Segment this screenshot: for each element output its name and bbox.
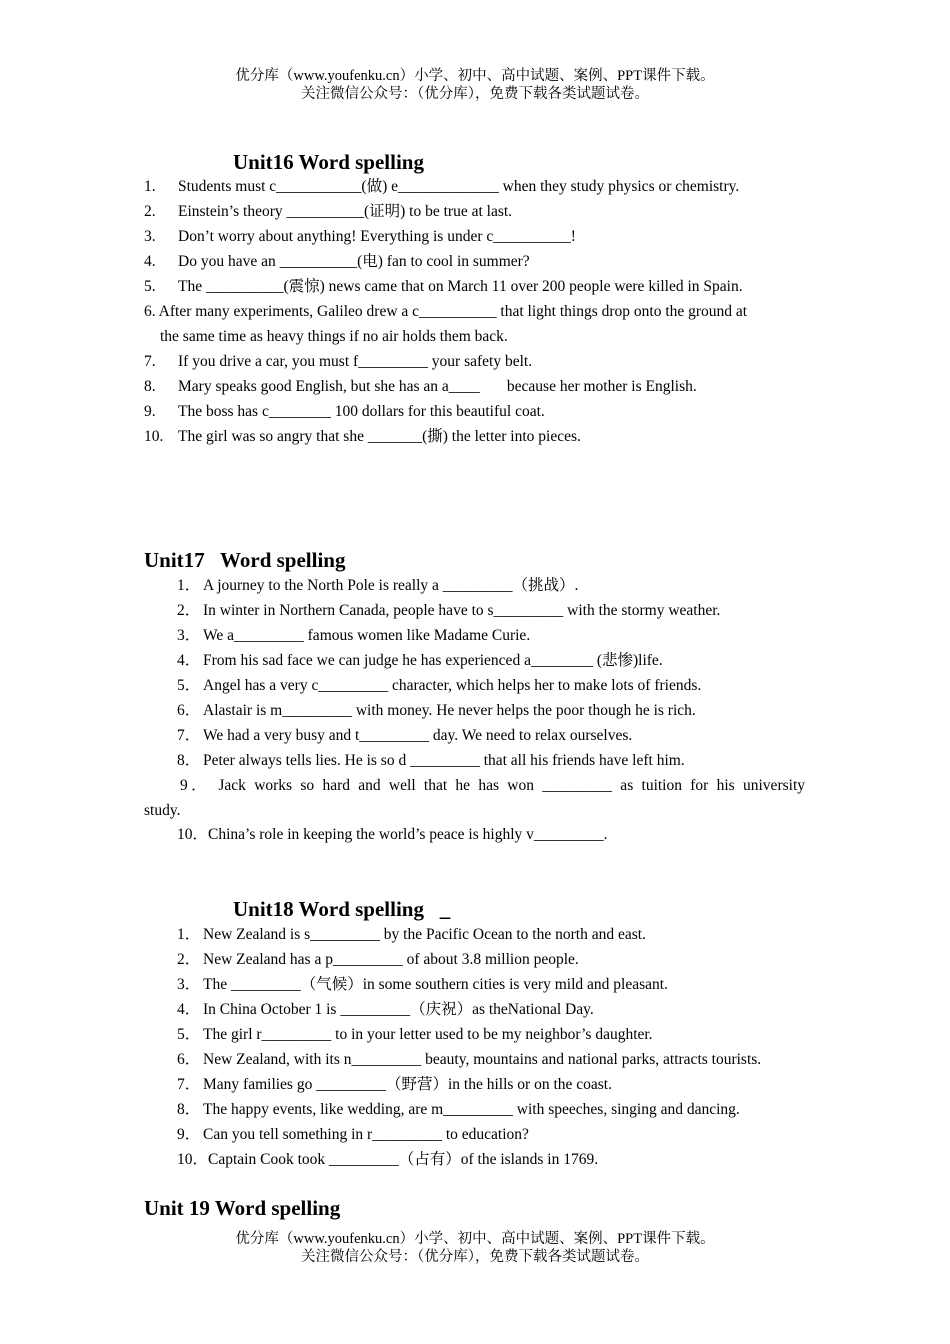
unit17-item-10: 10．China’s role in keeping the world’s peace is highly v_________. [177,826,608,843]
page-footer [0,1230,950,1266]
unit16-item-7: 7. If you drive a car, you must f_________ your safety belt. [144,353,533,370]
unit17-item-9-continued: study. [144,802,181,819]
unit18-item-1: 1． New Zealand is s_________ by the Pacific Ocean to the north and east. [177,926,646,943]
unit19-title: Unit 19 Word spelling [144,1196,341,1220]
unit18-item-5: 5． The girl r_________ to in your letter used to be my neighbor’s daughter. [177,1026,653,1043]
unit17-title: Unit17 Word spelling [144,548,346,572]
header-line-2: 关注微信公众号：（优分库），免费下载各类试题试卷。 [301,86,649,102]
unit17-item-6: 6． Alastair is m_________ with money. He never helps the poor though he is rich. [177,702,696,719]
footer-line-1: 优分库（www.youfenku.cn）小学、初中、高中试题、案例、PPT课件下载。 [235,1231,715,1247]
unit16-item-4: 4. Do you have an __________(电) fan to cool in summer? [144,253,530,270]
unit17-item-4: 4． From his sad face we can judge he has experienced a________ (悲惨)life. [177,652,663,669]
unit18-title: Unit18 Word spelling _ [233,897,451,921]
unit17-item-9: 9． Jack works so hard and well that he has won _________ as tuition for his university [180,777,805,794]
unit17-item-5: 5． Angel has a very c_________ character, which helps her to make lots of friends. [177,677,702,694]
unit16-item-2: 2. Einstein’s theory __________(证明) to be true at last. [144,203,513,220]
unit17-item-2: 2． In winter in Northern Canada, people have to s_________ with the stormy weather. [177,602,721,619]
unit17-item-8: 8． Peter always tells lies. He is so d _________ that all his friends have left him. [177,752,685,769]
unit18-item-8: 8． The happy events, like wedding, are m_________ with speeches, singing and dancing. [177,1101,740,1118]
unit18-item-2: 2． New Zealand has a p_________ of about 3.8 million people. [177,951,579,968]
unit16-item-10: 10. The girl was so angry that she _______(撕) the letter into pieces. [144,428,581,445]
unit17-item-7: 7． We had a very busy and t_________ day. We need to relax ourselves. [177,727,633,744]
unit18-item-9: 9． Can you tell something in r_________ to education? [177,1126,529,1143]
unit17-item-3: 3． We a_________ famous women like Madame Curie. [177,627,531,644]
footer-line-2: 关注微信公众号：（优分库），免费下载各类试题试卷。 [301,1249,649,1265]
unit17-item-1: 1． A journey to the North Pole is really a _________（挑战）. [177,577,579,594]
unit16-item-9: 9. The boss has c________ 100 dollars for this beautiful coat. [144,403,545,420]
unit18-item-10: 10．Captain Cook took _________（占有）of the islands in 1769. [177,1151,599,1168]
unit16-item-1: 1. Students must c___________(做) e_____________ when they study physics or chemistry. [144,178,740,195]
unit16-item-6-continued: the same time as heavy things if no air holds them back. [160,328,508,345]
unit18-item-3: 3． The _________（气候）in some southern cities is very mild and pleasant. [177,976,668,993]
unit16-item-3: 3. Don’t worry about anything! Everything is under c__________! [144,228,576,245]
unit16-title: Unit16 Word spelling [233,150,424,174]
unit18-item-4: 4． In China October 1 is _________（庆祝）as theNational Day. [177,1001,594,1018]
page-header [0,67,950,103]
unit16-item-6: 6. After many experiments, Galileo drew a c__________ that light things drop onto the ground at [144,303,748,320]
header-line-1: 优分库（www.youfenku.cn）小学、初中、高中试题、案例、PPT课件下载。 [235,68,715,84]
unit18-item-6: 6． New Zealand, with its n_________ beauty, mountains and national parks, attracts tourists. [177,1051,762,1068]
unit16-item-5: 5. The __________(震惊) news came that on March 11 over 200 people were killed in Spain. [144,278,743,295]
unit16-item-8: 8. Mary speaks good English, but she has an a____ because her mother is English. [144,378,697,395]
unit18-item-7: 7． Many families go _________（野营）in the hills or on the coast. [177,1076,612,1093]
